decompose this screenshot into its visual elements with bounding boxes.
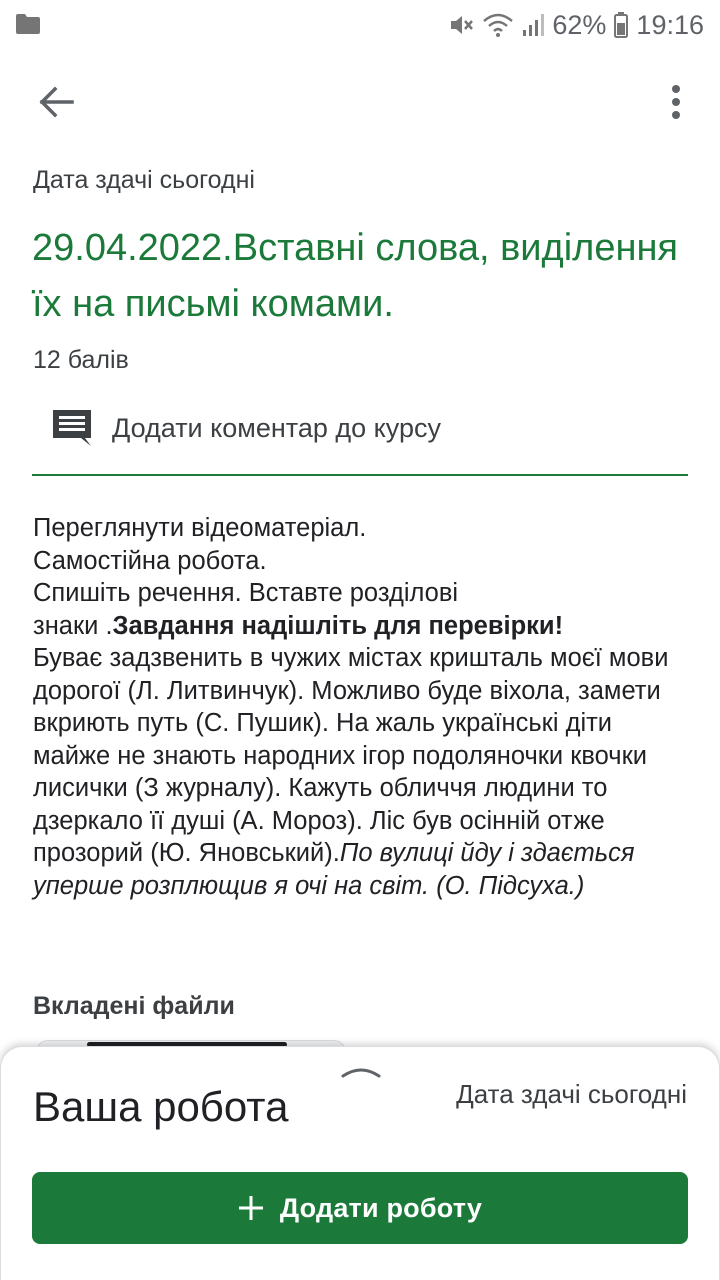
arrow-back-icon — [38, 86, 74, 123]
description-bold: Завдання надішліть для перевірки! — [112, 611, 564, 640]
description-line — [33, 610, 693, 643]
status-bar — [0, 0, 720, 52]
wifi-icon — [482, 12, 514, 38]
more-options-button[interactable] — [652, 80, 700, 128]
add-class-comment-button[interactable] — [48, 400, 668, 456]
add-work-label: Додати роботу — [279, 1192, 483, 1223]
add-comment-label: Додати коментар до курсу — [112, 412, 441, 443]
description-line: Переглянути відеоматеріал. — [33, 514, 367, 542]
comment-icon — [48, 404, 96, 452]
description-body — [33, 642, 693, 902]
signal-icon — [522, 12, 544, 38]
description-text: знаки . — [33, 611, 113, 640]
your-work-sheet[interactable] — [0, 1046, 720, 1280]
clock: 19:16 — [636, 9, 704, 40]
description-text: Буває задзвенить в чужих містах кришталь моєї мови дорогої (Л. Литвинчук). Можливо буде віхола, замети вкриють путь (С. Пушик). На жаль українські діти майже не знають народних ігор подоляночки квочки лисички (З журналу). Кажуть обличчя людини то дзеркало її душі (А. Мороз). Ліс був осінній отже прозорий (Ю. Яновський). — [33, 644, 669, 867]
attachments-heading: Вкладені файли — [33, 992, 235, 1020]
mute-icon — [448, 12, 474, 38]
folder-icon — [16, 14, 40, 39]
add-work-button[interactable] — [32, 1172, 688, 1244]
points-label: 12 балів — [33, 346, 129, 374]
battery-percent: 62% — [552, 9, 607, 40]
your-work-due-label: Дата здачі сьогодні — [456, 1079, 687, 1109]
due-date-label: Дата здачі сьогодні — [33, 166, 255, 194]
assignment-title: 29.04.2022.Вставні слова, виділення їх на письмі комами. — [32, 227, 678, 325]
chevron-up-icon[interactable] — [341, 1063, 381, 1079]
description-line: Самостійна робота. — [33, 546, 267, 575]
plus-icon — [238, 1188, 264, 1228]
divider — [32, 474, 688, 476]
description-italic: По вулиці йду і здається уперше розплющив я очі на світ. (О. Підсуха.) — [33, 839, 635, 900]
your-work-title: Ваша робота — [33, 1083, 289, 1130]
description-line: Спишіть речення. Вставте розділові — [33, 579, 459, 607]
battery-icon — [614, 12, 628, 38]
assignment-description — [33, 512, 693, 902]
back-button[interactable] — [30, 80, 82, 128]
more-vert-icon — [670, 84, 682, 125]
